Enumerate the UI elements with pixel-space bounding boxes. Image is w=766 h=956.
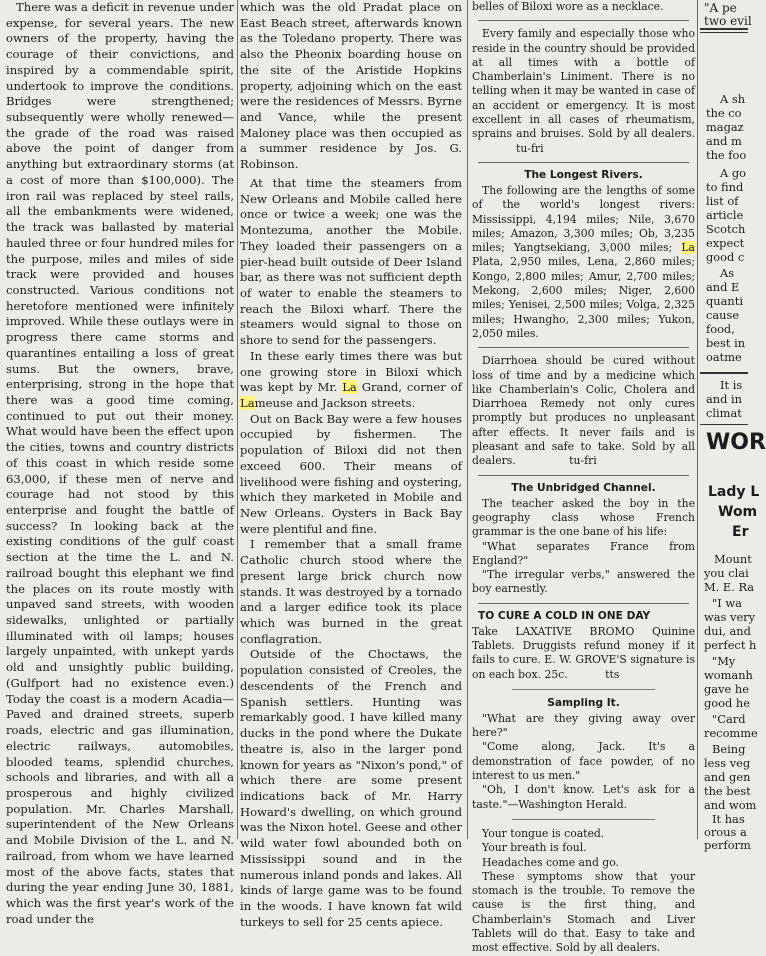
fragment: gave he [704,682,749,696]
fragment: best in [706,336,746,350]
fragment: to find [706,180,744,194]
fragment: cause [706,308,740,322]
fragment: good he [704,696,750,710]
tongue-line-1: Your tongue is coated. [482,826,605,840]
section-rule [478,603,689,604]
ad-tag: tu-fri [516,141,544,155]
fragment: "A pe [704,1,737,15]
fragment: womanh [704,668,753,682]
fragment: the co [706,106,742,120]
section-rule [512,819,655,820]
fragment: It has [712,812,745,826]
fragment: A go [720,166,746,180]
ad-tag: tu-fri [569,454,597,468]
section-rule [700,28,748,30]
headline-fragment: Wom [718,504,758,520]
fragment: perform [704,838,751,852]
longest-rivers-text: The following are the lengths of some of the world's longest rivers: Mississippi, 4,194 miles; Nile, 3,670 miles; Amazon, 3,300 miles; Ob, 3,235 miles; Yangtsekiang, 3,000 miles; La Plata, 2,950 miles, Lena, 2,860 miles; Kongo, 2,800 miles; Amur, 2,700 miles; Mekong, 2,600 miles; Niger, 2,600 miles; Yenisei, 2,500 miles; Volga, 2,325 miles; Hwangho, 2,300 miles; Yukon, 2,050 miles. [472,183,695,340]
fragment: perfect h [704,638,757,652]
ads-column [472,0,695,955]
column-divider [467,0,468,839]
sampling-line-3: "Oh, I don't know. Let's ask for a taste."—Washington Herald. [472,783,695,811]
section-rule [478,20,689,21]
fragment: and gen [704,770,751,784]
fragment: you clai [704,566,749,580]
fragment: "My [712,654,736,668]
liniment-ad: Every family and especially those who reside in the country should be provided at all times with a bottle of Chamberlain's Liniment. There is no telling when it may be wanted in case of an accident or emergency. It is most excellent in all cases of rheumatism, sprains and bruises. Sold by all dealers. tu-fri [472,27,695,155]
section-rule [700,372,748,374]
fragment: It is [720,378,743,392]
section-rule [478,162,689,163]
fragment: and m [706,134,742,148]
fragment: climat [706,406,742,420]
ad-tag: tts [605,667,620,681]
fragment: good c [706,250,745,264]
sampling-heading: Sampling It. [547,696,620,709]
article-column-1 [0,0,236,926]
section-rule [700,424,748,425]
fragment: "I wa [712,596,742,610]
column-divider [237,0,238,839]
search-highlight: La [681,241,695,255]
fragment: less veg [704,756,751,770]
fragment: A sh [720,92,746,106]
catholic-church-paragraph: I remember that a small frame Catholic church stood where the present large brick church now stands. It was destroyed by a tornado and a larger edifice took its place which was burned in the great conflagration. [240,537,462,646]
fragment: orous a [704,825,747,839]
unbridged-answer: "The irregular verbs," answered the boy earnestly. [472,568,695,596]
unbridged-question: "What separates France from England?" [472,539,695,567]
sampling-line-1: "What are they giving away over here?" [472,711,695,740]
headline-fragment: Lady L [708,484,760,500]
fragment: the foo [706,148,747,162]
fragment: and wom [704,798,757,812]
article-column-2 [240,0,462,929]
grocery-store-paragraph [240,349,462,412]
fragment: two evil [704,14,752,28]
tongue-line-3: Headaches come and go. [482,855,619,869]
tongue-line-2: Your breath is foul. [482,841,587,855]
fragment: food, [706,322,735,336]
section-rule [478,347,689,348]
fragment: quanti [706,294,743,308]
column-divider [697,0,698,839]
fragment: expect [706,236,745,250]
steamers-paragraph: At that time the steamers from New Orleans and Mobile called here once or twice a week; one was the Montezuma, another the Mobile. They loaded their passengers on a pier-head built outside of Deer Island bar, as there was not sufficient depth of water to enable the steamers to reach the Biloxi wharf. There the steamers would signal to those on shore to send for the passengers. [240,175,462,348]
fragment: Being [712,742,746,756]
fragment: Mount [714,552,752,566]
fragment: list of [706,194,739,208]
fragment: "Card [712,712,746,726]
sampling-line-2: "Come along, Jack. It's a demonstration of face powder, of no interest to us men." [472,740,695,783]
fragment: Scotch [706,222,746,236]
section-rule [512,689,655,690]
necklace-line: belles of Biloxi wore as a necklace. [472,0,664,13]
back-bay-paragraph: Out on Back Bay were a few houses occupied by fishermen. The population of Biloxi did not then exceed 600. Their means of livelihood were fishing and oystering, which they marketed in Mobile and New Orleans. Oysters in Back Bay were plentiful and fine. [240,411,462,536]
section-rule [478,475,689,476]
railroad-history-paragraph: There was a deficit in revenue under expense, for several years. The new owners of the property, having the courage of their convictions, and inspired by a commendable spirit, undertook to improve the conditions. Bridges were strengthened; subsequently were wholly renewed—the grade of the road was raised above the point of danger from anything but extraordinary storms (at a cost of more than $100,000). The iron rail was replaced by steel rails, all the embankments were widened, the track was ballasted by material hauled three or four hundred miles for the purpose, miles and miles of side track were provided and houses constructed. Various conditions not heretofore mentioned were infinitely improved. While these outlays were in progress there came storms and quarantines entailing a loss of great sums. But the owners, brave, enterprising, strong in the hope that there was a good time coming, continued to put out their money. What would have been the effect upon the cities, towns and country districts of this coast in which reside some 63,000, if these men of nerve and courage had not stood by this enterprise and fought the battle of success? In looking back at the existing conditions of the gulf coast section at the time the L. and N. railroad bought this elephant we find the places on its route mostly with unpaved sand streets, with wooden sidewalks, unlighted or partially illuminated with oil lamps; houses largely unpainted, with unkept yards old and unsightly public building, (Gulfport had no existence even.) Today the coast is a modern Acadia—Paved and drained streets, superb roads, electric and gas illumination, electric railways, automobiles, blooded teams, splendid churches, schools and libraries, and with all a prosperous and highly civilized population. Mr. Charles Marshall, superintendent of the New Orleans and Mobile Division of the L. and N. railroad, from whom we have learned most of the above facts, states that during the year ending June 30, 1881, which was the first year's work of the road under the [6,0,234,926]
cold-cure-heading: TO CURE A COLD IN ONE DAY [478,609,651,622]
longest-rivers-heading: The Longest Rivers. [524,168,643,181]
fragment: As [720,266,735,280]
fragment: was very [704,610,756,624]
search-highlight: La [240,395,255,410]
tongue-text: These symptoms show that your stomach is the trouble. To remove the cause is the first thing, and Chamberlain's Stomach and Liver Tablets will do that. Easy to take and most effective. Sold by all dealers. [472,869,695,955]
fragment: and E [706,280,740,294]
choctaws-paragraph: Outside of the Choctaws, the population consisted of Creoles, the descendents of the French and Spanish settlers. Hunting was remarkably good. I have killed many ducks in the pond where the Dukate theatre is, also in the larger pond known for years as "Nixon's pond," of which there are some present indications back of Mr. Harry Howard's dwelling, on which ground was the Nixon hotel. Geese and other wild water fowl abounded both on Mississippi sound and in the numerous inland ponds and lakes. All kinds of large game was to be found in the woods. I have known fat wild turkeys to sell for 25 cents apiece. [240,647,462,929]
headline-fragment: WOR [706,430,766,455]
fragment: M. E. Ra [704,580,755,594]
fragment: and in [706,392,743,406]
fragment: magaz [706,120,744,134]
section-rule [700,32,748,33]
store-text-b: Grand, corner of [356,380,462,395]
unbridged-channel-heading: The Unbridged Channel. [511,481,656,494]
fragment: the best [704,784,751,798]
search-highlight: La [342,380,357,395]
unbridged-text: The teacher asked the boy in the geography class whose French grammar is the one bane of his life: [472,496,695,539]
cold-cure-ad: Take LAXATIVE BROMO Quinine Tablets. Druggists refund money if it fails to cure. E. W. GROVE'S signature is on each box. 25c. tts [472,624,695,681]
cropped-column [700,0,766,852]
diarrhoea-ad: Diarrhoea should be cured without loss of time and by a medicine which like Chamberlain's Colic, Cholera and Diarrhoea Remedy not only cures promptly but produces no unpleasant after effects. It never fails and is pleasant and safe to take. Sold by all dealers. tu-fri [472,354,695,468]
pradat-place-paragraph: which was the old Pradat place on East Beach street, afterwards known as the Toledano property. There was also the Pheonix boarding house on the site of the Aristide Hopkins property, adjoining which on the east were the residences of Messrs. Byrne and Vance, while the present Maloney place was then occupied as a summer residence by Jos. G. Robinson. [240,0,462,172]
fragment: oatme [706,350,742,364]
store-text-c: meuse and Jackson streets. [254,395,416,410]
fragment: dui, and [704,624,751,638]
fragment: article [706,208,744,222]
fragment: recomme [704,726,758,740]
store-text-a: In these early times there was but one growing store in Biloxi which was kept by Mr. [240,348,462,395]
headline-fragment: Er [732,524,749,540]
